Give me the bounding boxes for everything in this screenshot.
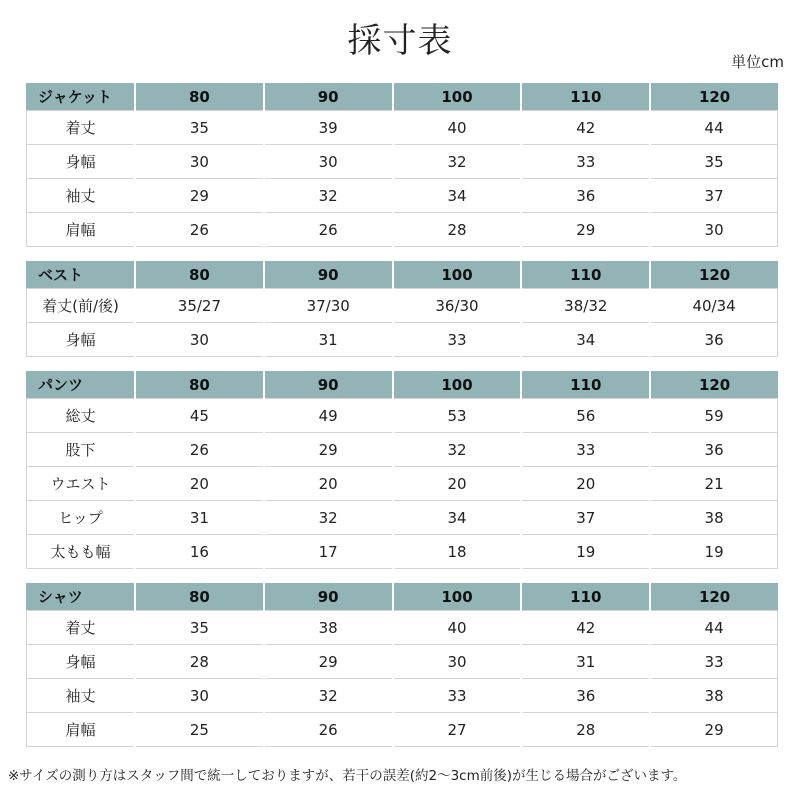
table-cell: 44 xyxy=(651,610,778,645)
table-cell: 32 xyxy=(265,679,392,713)
table-cell: 25 xyxy=(136,713,263,747)
table-cell: 29 xyxy=(522,213,649,247)
table-cell: 33 xyxy=(522,145,649,179)
table-cell: 30 xyxy=(394,645,521,679)
size-column-header: 100 xyxy=(394,371,521,398)
measurement-note: ※サイズの測り方はスタッフ間で統一しておりますが、若干の誤差(約2〜3cm前後)が生じる場合がございます。 xyxy=(8,768,687,784)
row-label: 着丈(前/後) xyxy=(26,288,134,323)
table-cell: 37 xyxy=(651,179,778,213)
table-row xyxy=(26,433,778,467)
table-cell: 29 xyxy=(265,433,392,467)
table-cell: 27 xyxy=(394,713,521,747)
row-label: 太もも幅 xyxy=(26,535,134,569)
table-cell: 30 xyxy=(136,323,263,357)
table-cell: 34 xyxy=(522,323,649,357)
table-row xyxy=(26,398,778,433)
table-cell: 33 xyxy=(394,679,521,713)
table-cell: 35 xyxy=(651,145,778,179)
table-cell: 38 xyxy=(651,501,778,535)
table-row xyxy=(26,679,778,713)
table-cell: 33 xyxy=(394,323,521,357)
size-column-header: 100 xyxy=(394,583,521,610)
table-row xyxy=(26,323,778,357)
size-column-header: 110 xyxy=(522,371,649,398)
table-cell: 26 xyxy=(265,713,392,747)
table-cell: 20 xyxy=(136,467,263,501)
row-label: 肩幅 xyxy=(26,213,134,247)
size-column-header: 120 xyxy=(651,83,778,110)
size-table xyxy=(24,261,780,357)
table-cell: 35/27 xyxy=(136,288,263,323)
row-label: 身幅 xyxy=(26,323,134,357)
table-cell: 19 xyxy=(651,535,778,569)
table-cell: 49 xyxy=(265,398,392,433)
table-cell: 30 xyxy=(136,145,263,179)
size-column-header: 80 xyxy=(136,583,263,610)
table-cell: 30 xyxy=(136,679,263,713)
table-cell: 17 xyxy=(265,535,392,569)
table-cell: 29 xyxy=(651,713,778,747)
table-cell: 36 xyxy=(651,433,778,467)
size-column-header: 100 xyxy=(394,261,521,288)
size-column-header: 110 xyxy=(522,583,649,610)
table-cell: 38 xyxy=(651,679,778,713)
table-cell: 28 xyxy=(394,213,521,247)
table-cell: 38 xyxy=(265,610,392,645)
table-cell: 40 xyxy=(394,110,521,145)
table-row xyxy=(26,213,778,247)
row-label: 股下 xyxy=(26,433,134,467)
table-cell: 20 xyxy=(394,467,521,501)
table-cell: 34 xyxy=(394,501,521,535)
table-cell: 33 xyxy=(522,433,649,467)
table-cell: 26 xyxy=(265,213,392,247)
row-label: ウエスト xyxy=(26,467,134,501)
table-cell: 28 xyxy=(522,713,649,747)
size-column-header: 100 xyxy=(394,83,521,110)
table-header-row xyxy=(26,261,778,288)
table-cell: 29 xyxy=(136,179,263,213)
table-category-header: シャツ xyxy=(26,583,134,610)
table-cell: 20 xyxy=(265,467,392,501)
table-header-row xyxy=(26,83,778,110)
table-cell: 18 xyxy=(394,535,521,569)
table-cell: 36 xyxy=(522,679,649,713)
table-cell: 31 xyxy=(522,645,649,679)
row-label: 袖丈 xyxy=(26,179,134,213)
table-cell: 38/32 xyxy=(522,288,649,323)
table-row xyxy=(26,645,778,679)
table-cell: 40 xyxy=(394,610,521,645)
table-cell: 36 xyxy=(651,323,778,357)
table-cell: 26 xyxy=(136,213,263,247)
table-cell: 26 xyxy=(136,433,263,467)
table-cell: 32 xyxy=(265,501,392,535)
table-cell: 40/34 xyxy=(651,288,778,323)
table-row xyxy=(26,179,778,213)
table-cell: 31 xyxy=(265,323,392,357)
table-cell: 35 xyxy=(136,610,263,645)
table-category-header: ジャケット xyxy=(26,83,134,110)
size-tables xyxy=(26,83,782,761)
row-label: 身幅 xyxy=(26,645,134,679)
size-column-header: 80 xyxy=(136,371,263,398)
table-cell: 42 xyxy=(522,610,649,645)
table-cell: 30 xyxy=(265,145,392,179)
table-cell: 32 xyxy=(265,179,392,213)
table-row xyxy=(26,713,778,747)
table-cell: 56 xyxy=(522,398,649,433)
size-table xyxy=(24,583,780,747)
table-cell: 33 xyxy=(651,645,778,679)
size-table xyxy=(24,371,780,569)
table-row xyxy=(26,288,778,323)
table-row xyxy=(26,535,778,569)
table-row xyxy=(26,467,778,501)
size-column-header: 120 xyxy=(651,371,778,398)
row-label: 袖丈 xyxy=(26,679,134,713)
size-table xyxy=(24,83,780,247)
table-cell: 53 xyxy=(394,398,521,433)
row-label: ヒップ xyxy=(26,501,134,535)
table-category-header: ベスト xyxy=(26,261,134,288)
table-header-row xyxy=(26,371,778,398)
size-column-header: 90 xyxy=(265,261,392,288)
table-cell: 21 xyxy=(651,467,778,501)
table-cell: 19 xyxy=(522,535,649,569)
table-row xyxy=(26,110,778,145)
table-cell: 39 xyxy=(265,110,392,145)
table-cell: 44 xyxy=(651,110,778,145)
table-cell: 59 xyxy=(651,398,778,433)
table-cell: 31 xyxy=(136,501,263,535)
table-cell: 32 xyxy=(394,145,521,179)
size-column-header: 120 xyxy=(651,261,778,288)
table-row xyxy=(26,610,778,645)
size-column-header: 90 xyxy=(265,83,392,110)
page-title: 採寸表 xyxy=(347,21,453,61)
table-cell: 37/30 xyxy=(265,288,392,323)
table-category-header: パンツ xyxy=(26,371,134,398)
table-cell: 28 xyxy=(136,645,263,679)
table-header-row xyxy=(26,583,778,610)
table-cell: 32 xyxy=(394,433,521,467)
row-label: 総丈 xyxy=(26,398,134,433)
unit-label: 単位cm xyxy=(731,53,784,71)
size-column-header: 80 xyxy=(136,83,263,110)
table-row xyxy=(26,501,778,535)
table-cell: 20 xyxy=(522,467,649,501)
table-cell: 29 xyxy=(265,645,392,679)
size-column-header: 80 xyxy=(136,261,263,288)
size-column-header: 120 xyxy=(651,583,778,610)
table-cell: 35 xyxy=(136,110,263,145)
size-column-header: 110 xyxy=(522,83,649,110)
size-column-header: 90 xyxy=(265,583,392,610)
size-column-header: 90 xyxy=(265,371,392,398)
row-label: 着丈 xyxy=(26,110,134,145)
table-row xyxy=(26,145,778,179)
size-column-header: 110 xyxy=(522,261,649,288)
row-label: 肩幅 xyxy=(26,713,134,747)
table-cell: 30 xyxy=(651,213,778,247)
row-label: 着丈 xyxy=(26,610,134,645)
table-cell: 34 xyxy=(394,179,521,213)
table-cell: 36 xyxy=(522,179,649,213)
table-cell: 37 xyxy=(522,501,649,535)
table-cell: 36/30 xyxy=(394,288,521,323)
row-label: 身幅 xyxy=(26,145,134,179)
table-cell: 45 xyxy=(136,398,263,433)
table-cell: 42 xyxy=(522,110,649,145)
table-cell: 16 xyxy=(136,535,263,569)
